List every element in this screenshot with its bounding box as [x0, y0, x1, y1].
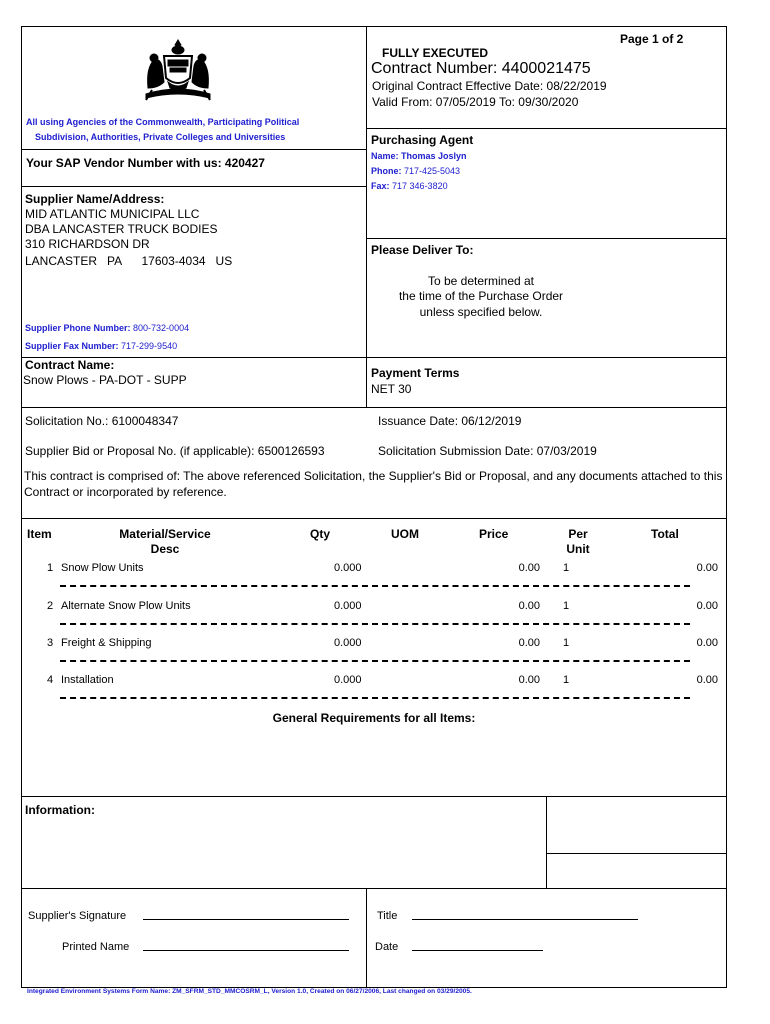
row-price: 0.00: [518, 674, 540, 686]
agent-phone-value: 717-425-5043: [404, 166, 461, 176]
col-per-line2: Unit: [566, 542, 590, 556]
rule: [21, 149, 367, 150]
row-total: 0.00: [696, 674, 718, 686]
row-desc: Alternate Snow Plow Units: [61, 600, 191, 612]
col-desc: [100, 527, 230, 557]
deliver-line: To be determined at: [427, 274, 535, 288]
supplier-signature-line[interactable]: [143, 919, 349, 920]
row-desc: Snow Plow Units: [61, 562, 144, 574]
col-desc-line1: Material/Service: [119, 527, 211, 541]
supplier-phone: [25, 323, 189, 333]
row-per: 1: [563, 637, 570, 649]
row-qty: 0.000: [334, 562, 362, 574]
rule: [21, 357, 727, 358]
agent-phone-label: Phone:: [371, 166, 402, 176]
row-total: 0.00: [696, 637, 718, 649]
row-qty: 0.000: [334, 600, 362, 612]
rule: [21, 518, 727, 519]
date-line[interactable]: [412, 950, 543, 951]
form-footer: Integrated Environment Systems Form Name: ZM_SFRM_STD_MMCOSRM_L, Version 1.0, Created on 06/27/2006, Last changed on 03/29/2005.: [27, 988, 472, 995]
agent-fax-value: 717 346-3820: [392, 181, 448, 191]
agent-fax: [371, 181, 448, 191]
rule: [546, 796, 547, 888]
printed-name-line[interactable]: [143, 950, 349, 951]
agent-phone: [371, 166, 460, 176]
printed-name-label: Printed Name: [62, 941, 130, 953]
supplier-address-line: DBA LANCASTER TRUCK BODIES: [25, 222, 218, 236]
row-qty: 0.000: [334, 674, 362, 686]
row-total: 0.00: [696, 562, 718, 574]
title-label: Title: [377, 910, 398, 922]
contract-name-label: Contract Name:: [25, 358, 115, 372]
information-label: Information:: [25, 803, 95, 817]
agencies-line-1: All using Agencies of the Commonwealth, Participating Political: [26, 117, 300, 127]
agent-name-label: Name:: [371, 151, 399, 161]
row-price: 0.00: [518, 600, 540, 612]
col-price: Price: [479, 527, 509, 541]
row-num: 2: [47, 600, 54, 612]
deliver-line: the time of the Purchase Order: [398, 289, 564, 303]
supplier-fax-value: 717-299-9540: [121, 341, 178, 351]
col-uom: UOM: [391, 527, 419, 541]
row-desc: Freight & Shipping: [61, 637, 152, 649]
row-total: 0.00: [696, 600, 718, 612]
executed-status: FULLY EXECUTED: [382, 46, 489, 60]
row-num: 3: [47, 637, 54, 649]
col-per-line1: Per: [568, 527, 588, 541]
rule: [366, 888, 367, 988]
row-per: 1: [563, 562, 570, 574]
col-item: Item: [27, 527, 52, 541]
seal-emblem: [138, 38, 218, 102]
row-num: 1: [47, 562, 54, 574]
row-separator: [60, 660, 690, 662]
row-per: 1: [563, 600, 570, 612]
rule: [366, 128, 727, 129]
row-separator: [60, 623, 690, 625]
supplier-signature-label: Supplier's Signature: [28, 910, 127, 922]
row-price: 0.00: [518, 637, 540, 649]
payment-terms-value: NET 30: [371, 382, 412, 396]
payment-terms-label: Payment Terms: [371, 366, 460, 380]
col-desc-line2: Desc: [150, 542, 180, 556]
supplier-signature: [28, 910, 126, 922]
agent-fax-label: Fax:: [371, 181, 390, 191]
rule: [21, 186, 367, 187]
general-requirements: General Requirements for all Items:: [272, 711, 476, 725]
contract-name-value: Snow Plows - PA-DOT - SUPP: [23, 373, 187, 387]
col-per-unit: [555, 527, 601, 557]
solicitation-number: Solicitation No.: 6100048347: [25, 414, 179, 428]
supplier-address-line: MID ATLANTIC MUNICIPAL LLC: [25, 207, 200, 221]
row-num: 4: [47, 674, 54, 686]
agencies-line-2: Subdivision, Authorities, Private Colleges and Universities: [35, 132, 286, 142]
supplier-heading: Supplier Name/Address:: [25, 192, 165, 206]
rule: [21, 888, 727, 889]
purchasing-agent-heading: Purchasing Agent: [371, 133, 474, 147]
comprised-statement: This contract is comprised of: The above referenced Solicitation, the Supplier's Bid or Proposal, and any documents attached to this Contract or incorporated by reference.: [24, 469, 723, 499]
rule: [546, 853, 727, 854]
valid-dates: Valid From: 07/05/2019 To: 09/30/2020: [372, 95, 579, 109]
supplier-address-line: LANCASTER PA 17603-4034 US: [25, 254, 233, 268]
header-divider: [366, 26, 367, 408]
row-separator: [60, 585, 690, 587]
sap-vendor-number: Your SAP Vendor Number with us: 420427: [26, 156, 265, 170]
row-qty: 0.000: [334, 637, 362, 649]
row-price: 0.00: [518, 562, 540, 574]
rule: [21, 407, 727, 408]
row-desc: Installation: [61, 674, 114, 686]
col-total: Total: [651, 527, 679, 541]
agent-name-value: Thomas Joslyn: [401, 151, 467, 161]
supplier-fax-label: Supplier Fax Number:: [25, 341, 119, 351]
issuance-date: Issuance Date: 06/12/2019: [378, 414, 522, 428]
row-separator: [60, 697, 690, 699]
page-number: Page 1 of 2: [620, 32, 684, 46]
effective-date: Original Contract Effective Date: 08/22/2019: [372, 79, 607, 93]
title-line[interactable]: [412, 919, 638, 920]
col-qty: Qty: [310, 527, 331, 541]
date-label: Date: [375, 941, 399, 953]
supplier-fax: [25, 341, 177, 351]
contract-number: Contract Number: 4400021475: [371, 60, 591, 77]
rule: [21, 796, 727, 797]
deliver-line: unless specified below.: [419, 305, 543, 319]
supplier-phone-label: Supplier Phone Number:: [25, 323, 131, 333]
agent-name: [371, 151, 467, 161]
supplier-phone-value: 800-732-0004: [133, 323, 190, 333]
row-per: 1: [563, 674, 570, 686]
supplier-address-line: 310 RICHARDSON DR: [25, 237, 150, 251]
submission-date: Solicitation Submission Date: 07/03/2019: [378, 444, 597, 458]
rule: [366, 238, 727, 239]
bid-number: Supplier Bid or Proposal No. (if applicable): 6500126593: [25, 444, 325, 458]
deliver-heading: Please Deliver To:: [371, 243, 474, 257]
